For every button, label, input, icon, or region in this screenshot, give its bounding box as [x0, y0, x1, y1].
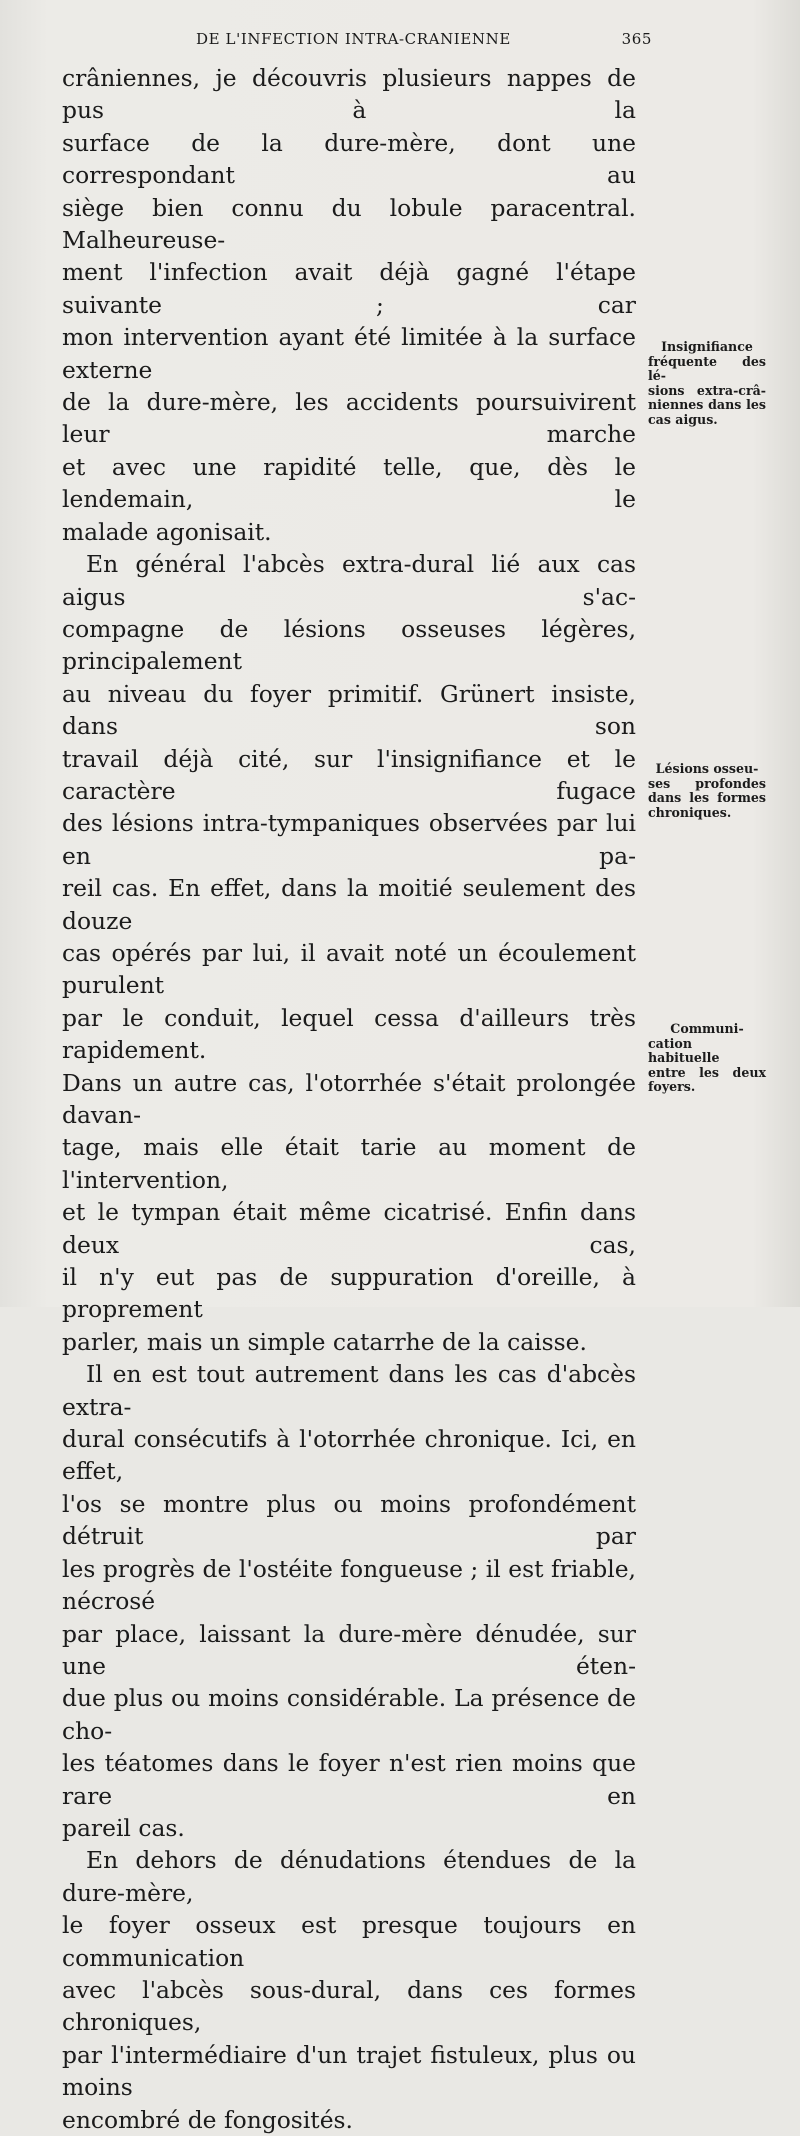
text-line: En général l'abcès extra-dural lié aux cas aigus s'ac-: [62, 550, 636, 611]
margin-note-line: fréquente des lé-: [648, 353, 766, 384]
paragraph-2: [62, 548, 636, 1358]
text-line: et le tympan était même cicatrisé. Enfin dans deux cas,: [62, 1198, 636, 1259]
text-line: cas opérés par lui, il avait noté un écoulement purulent: [62, 938, 636, 1000]
margin-note-1: [648, 340, 766, 428]
text-line: reil cas. En effet, dans la moitié seulement des douze: [62, 874, 636, 935]
text-line: par place, laissant la dure-mère dénudée, sur une éten-: [62, 1619, 636, 1680]
body-text: [62, 62, 636, 2136]
text-line: au niveau du foyer primitif. Grünert insiste, dans son: [62, 679, 636, 741]
margin-note-line: foyers.: [648, 1079, 696, 1095]
text-line: des lésions intra-tympaniques observées par lui en pa-: [62, 809, 636, 870]
margin-note-line: cation habituelle: [648, 1035, 720, 1066]
text-line: encombré de fongosités.: [62, 2105, 353, 2134]
margin-note-line: niennes dans les: [648, 397, 766, 413]
margin-note-3: [648, 1022, 766, 1095]
page-number: 365: [621, 30, 652, 48]
paragraph-3: [62, 1358, 636, 1844]
text-line: l'os se montre plus ou moins profondément détruit par: [62, 1489, 636, 1551]
margin-note-line: Insignifiance: [661, 339, 753, 354]
margin-note-line: chroniques.: [648, 804, 732, 820]
paragraph-4: [62, 1844, 636, 2136]
text-line: par le conduit, lequel cessa d'ailleurs très rapidement.: [62, 1003, 636, 1065]
margin-note-line: Lésions osseu-: [655, 761, 759, 776]
margin-note-2: [648, 762, 766, 820]
text-line: les progrès de l'ostéite fongueuse ; il est friable, nécrosé: [62, 1554, 636, 1616]
text-line: Il en est tout autrement dans les cas d'abcès extra-: [62, 1360, 636, 1421]
text-line: En dehors de dénudations étendues de la dure-mère,: [62, 1846, 636, 1907]
text-line: crâniennes, je découvris plusieurs nappes de pus à la: [62, 64, 636, 125]
text-line: avec l'abcès sous-dural, dans ces formes chroniques,: [62, 1975, 636, 2037]
text-line: pareil cas.: [62, 1813, 185, 1842]
text-line: siège bien connu du lobule paracentral. Malheureuse-: [62, 193, 636, 255]
text-line: il n'y eut pas de suppuration d'oreille, à proprement: [62, 1263, 636, 1324]
text-line: travail déjà cité, sur l'insignifiance et le caractère fugace: [62, 744, 636, 805]
margin-note-line: sions extra-crâ-: [648, 382, 766, 398]
text-line: tage, mais elle était tarie au moment de l'intervention,: [62, 1133, 636, 1194]
text-line: malade agonisait.: [62, 517, 272, 546]
margin-note-line: Communi-: [670, 1021, 744, 1036]
running-head-title: DE L'INFECTION INTRA-CRANIENNE: [196, 30, 511, 48]
margin-note-line: cas aigus.: [648, 411, 718, 427]
text-line: et avec une rapidité telle, que, dès le lendemain, le: [62, 452, 636, 514]
margin-note-line: dans les formes: [648, 790, 766, 806]
text-line: due plus ou moins considérable. La présence de cho-: [62, 1684, 636, 1745]
margin-note-line: ses profondes: [648, 775, 766, 791]
text-line: dural consécutifs à l'otorrhée chronique. Ici, en effet,: [62, 1425, 636, 1486]
text-line: de la dure-mère, les accidents poursuivirent leur marche: [62, 388, 636, 449]
text-line: Dans un autre cas, l'otorrhée s'était prolongée davan-: [62, 1068, 636, 1129]
margin-note-line: entre les deux: [648, 1064, 766, 1080]
text-line: compagne de lésions osseuses légères, principalement: [62, 614, 636, 676]
text-line: par l'intermédiaire d'un trajet fistuleux, plus ou moins: [62, 2040, 636, 2102]
text-line: parler, mais un simple catarrhe de la caisse.: [62, 1327, 587, 1356]
paragraph-1: [62, 62, 636, 548]
text-line: mon intervention ayant été limitée à la surface externe: [62, 323, 636, 384]
text-line: ment l'infection avait déjà gagné l'étape suivante ; car: [62, 258, 636, 319]
text-line: le foyer osseux est presque toujours en communication: [62, 1911, 636, 1972]
text-line: surface de la dure-mère, dont une correspondant au: [62, 128, 636, 190]
text-line: les téatomes dans le foyer n'est rien moins que rare en: [62, 1749, 636, 1810]
